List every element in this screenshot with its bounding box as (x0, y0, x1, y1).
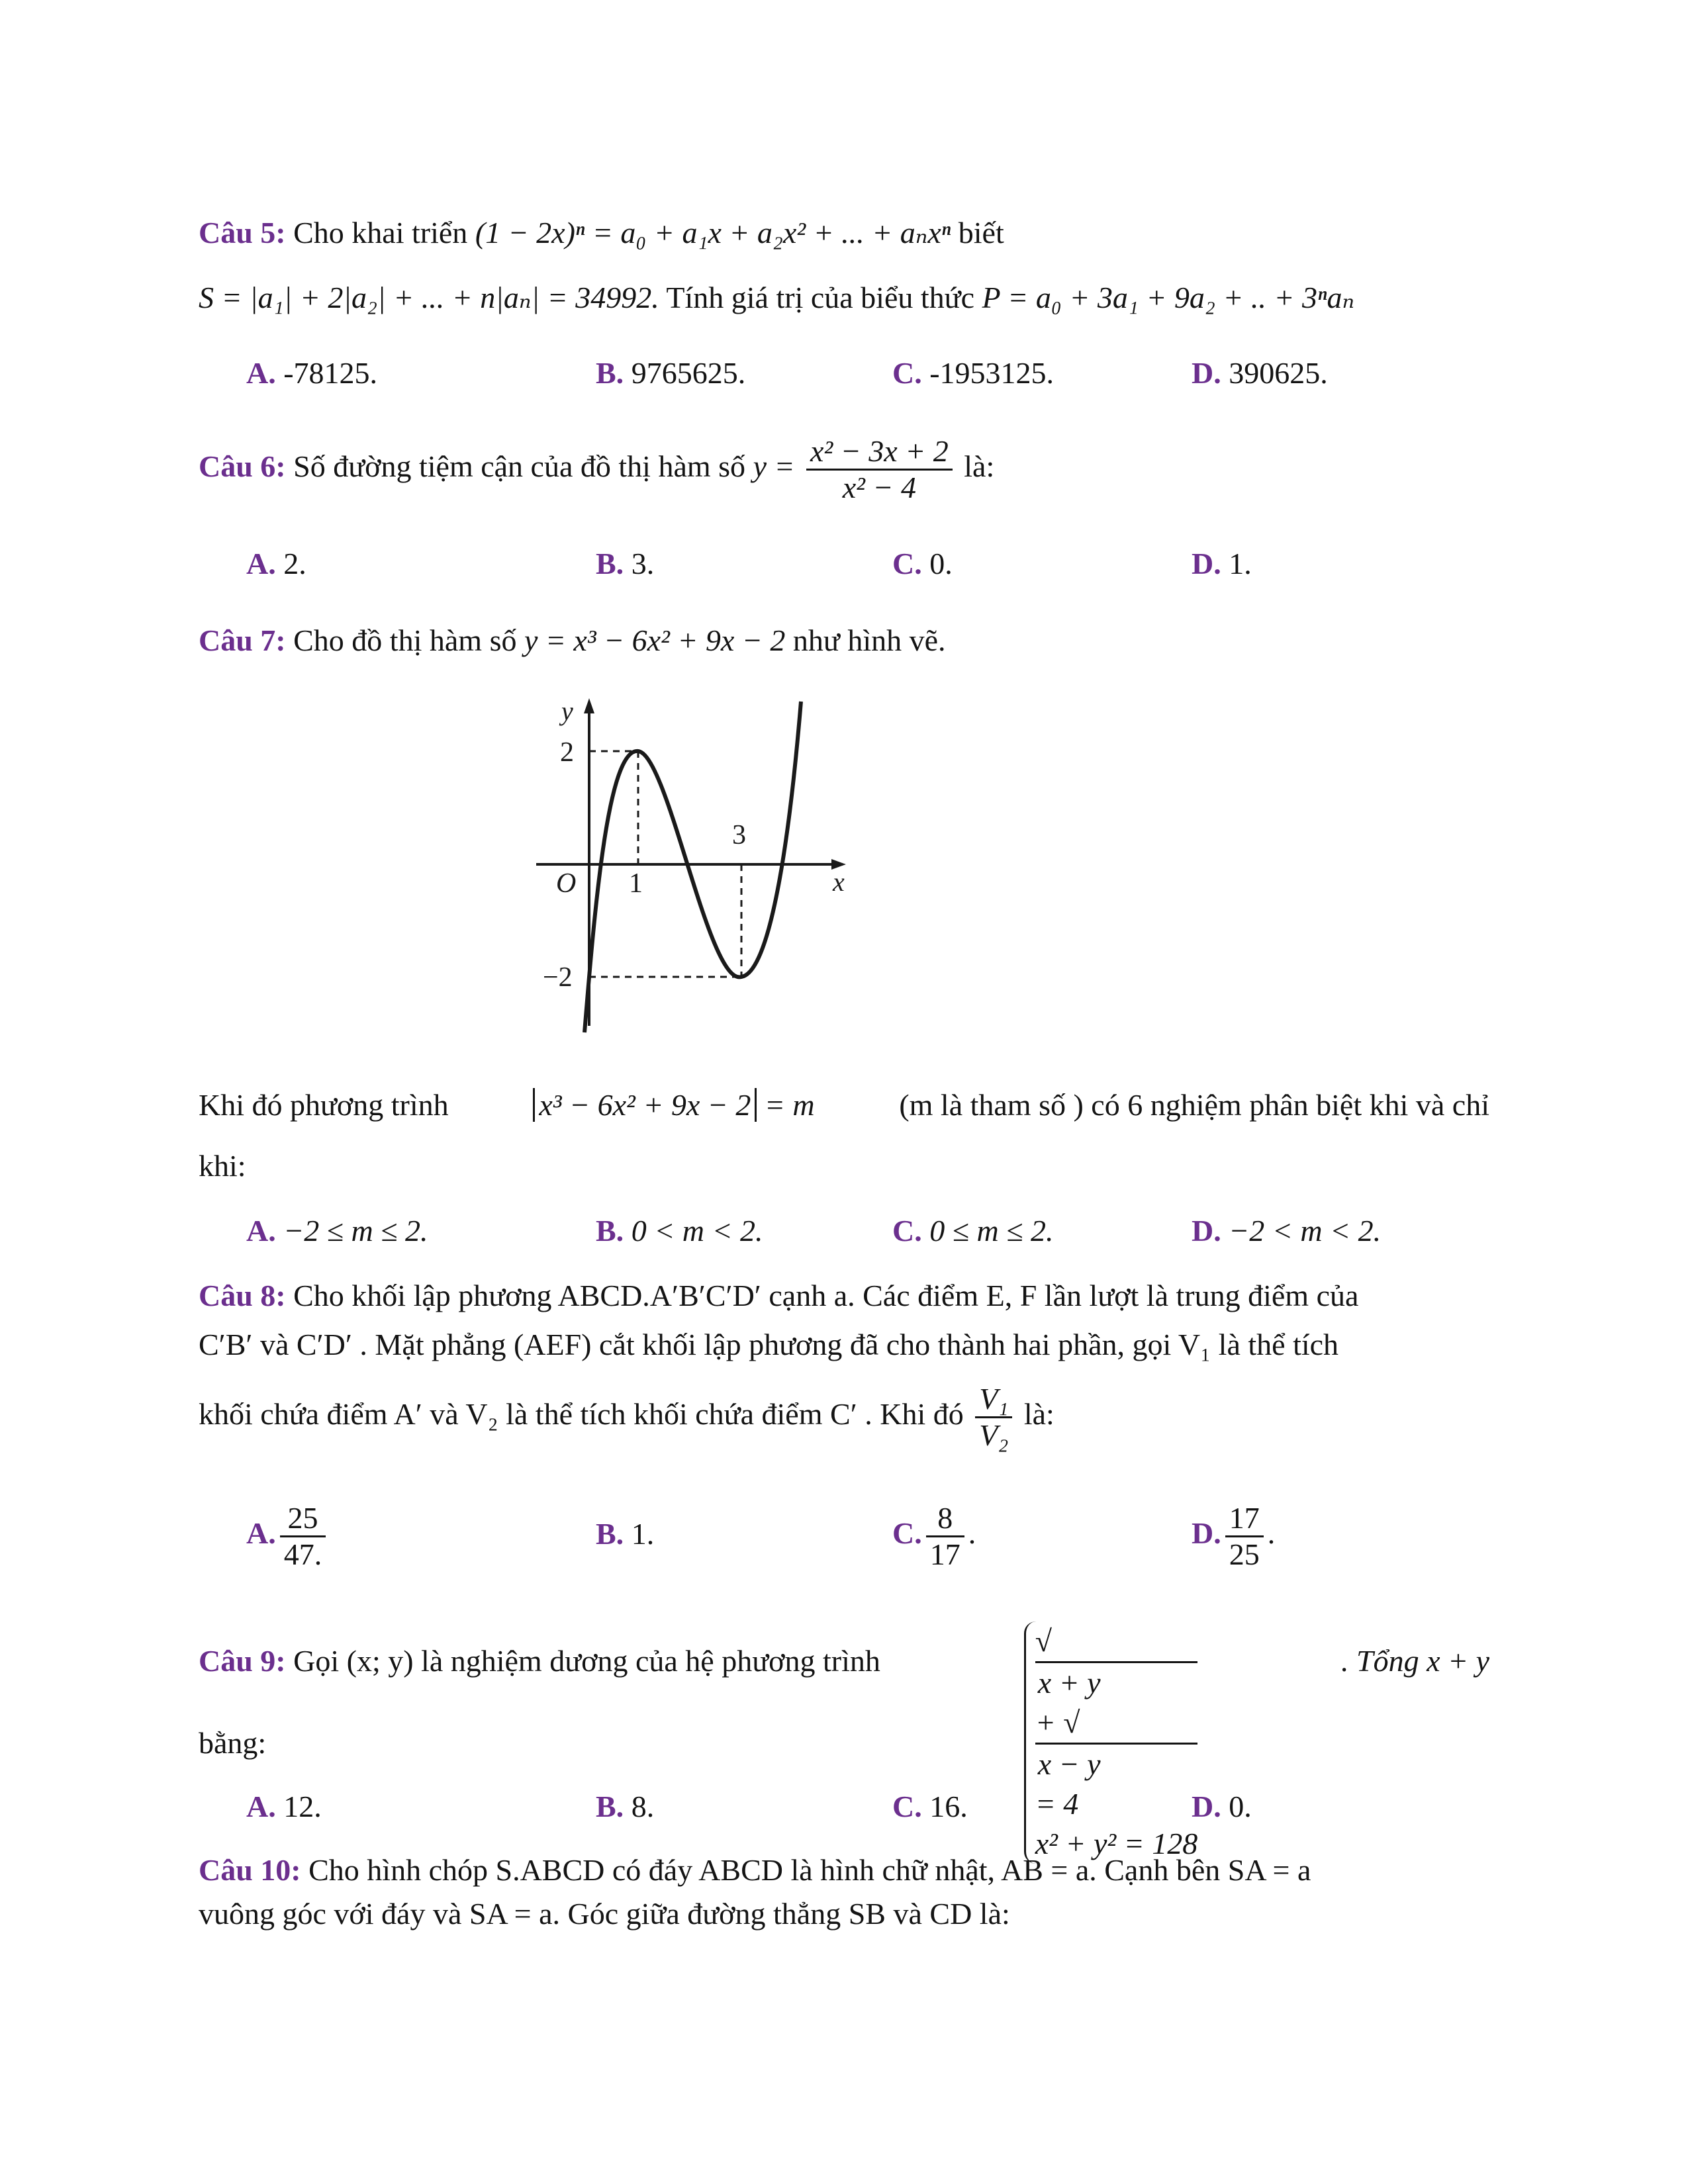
label-y-min: −2 (543, 962, 573, 993)
option-value: 12. (283, 1790, 322, 1823)
option-label: B. (596, 1517, 624, 1551)
q7-absolute-value: x³ − 6x² + 9x − 2 (533, 1088, 757, 1122)
option-value: -78125. (283, 356, 378, 390)
option-label: D. (1192, 1790, 1221, 1823)
option-fraction (926, 1501, 964, 1572)
option-label: C. (892, 1214, 922, 1248)
equation-1-tail: = 4 (1035, 1787, 1079, 1821)
q5-line2-text: Tính giá trị của biểu thức (666, 281, 975, 314)
option-value: 0. (929, 547, 953, 580)
q5-option-b[interactable] (596, 353, 745, 393)
q5-label: Câu 5: (199, 216, 286, 250)
q5-line1 (199, 213, 1489, 253)
q8-option-c[interactable] (892, 1497, 976, 1572)
option-label: A. (246, 1214, 276, 1248)
q7-line2-text2: (m là tham số ) có 6 nghiệm phân biệt khi và chỉ (899, 1088, 1489, 1122)
option-label: B. (596, 1790, 624, 1823)
option-label: C. (892, 356, 922, 390)
fraction-numerator: 25 (280, 1501, 326, 1537)
fraction-numerator: 8 (926, 1501, 964, 1537)
q7-option-c[interactable] (892, 1211, 1053, 1251)
q8-ratio-denominator: V₂ (979, 1418, 1009, 1452)
fraction-denominator: 47. (283, 1537, 322, 1571)
q10-label: Câu 10: (199, 1853, 301, 1887)
q8-option-b[interactable] (596, 1514, 654, 1554)
option-label: A. (246, 1790, 276, 1823)
option-value: -1953125. (929, 356, 1055, 390)
option-fraction (1225, 1501, 1264, 1572)
q8-line1-text: Cho khối lập phương ABCD.A′B′C′D′ cạnh a. Các điểm E, F lần lượt là trung điểm của (293, 1279, 1359, 1312)
option-value: 0 ≤ m ≤ 2. (929, 1214, 1054, 1248)
q8-volume-ratio (975, 1382, 1012, 1453)
q6-fraction (806, 434, 953, 505)
q5-line2 (199, 278, 1489, 318)
q6-y-prefix: y = (753, 449, 795, 483)
option-label: A. (246, 1516, 276, 1550)
option-value: 3. (631, 547, 655, 580)
q8-ratio-numerator: V₁ (975, 1382, 1012, 1418)
q6-numerator: x² − 3x + 2 (806, 434, 953, 471)
q7-label: Câu 7: (199, 623, 286, 657)
q9-label: Câu 9: (199, 1644, 286, 1678)
q7-line1 (199, 621, 1489, 660)
q5-tail: biết (958, 216, 1004, 250)
q7-function: y = x³ − 6x² + 9x − 2 (524, 623, 786, 657)
q8-line3-text: khối chứa điểm A′ và V₂ là thể tích khối chứa điểm C′ . Khi đó (199, 1397, 964, 1431)
label-origin: O (556, 868, 577, 899)
option-value: 16. (929, 1790, 968, 1823)
q7-line2 (199, 1085, 1489, 1125)
option-label: B. (596, 356, 624, 390)
q8-option-a[interactable] (246, 1497, 330, 1572)
fraction-numerator: 17 (1225, 1501, 1264, 1537)
q6-option-d[interactable] (1192, 544, 1252, 584)
q10-line2 (199, 1894, 1489, 1934)
q8-line2-text: C′B′ và C′D′ . Mặt phẳng (AEF) cắt khối lập phương đã cho thành hai phần, gọi V₁ là thể tích (199, 1328, 1339, 1361)
option-value: 0. (1229, 1790, 1252, 1823)
option-value: 390625. (1229, 356, 1328, 390)
q9-option-c[interactable] (892, 1787, 968, 1827)
q6-label: Câu 6: (199, 449, 286, 483)
q7-tail: như hình vẽ. (792, 623, 946, 657)
label-y-max: 2 (560, 737, 574, 768)
q8-label: Câu 8: (199, 1279, 286, 1312)
option-value: 2. (283, 547, 306, 580)
option-label: C. (892, 1516, 922, 1550)
q10-line2-text: vuông góc với đáy và SA = a. Góc giữa đường thẳng SB và CD là: (199, 1897, 1010, 1931)
q7-text: Cho đồ thị hàm số (293, 623, 517, 657)
q7-option-d[interactable] (1192, 1211, 1381, 1251)
q6-tail: là: (964, 449, 995, 483)
q5-expression-p: P = a₀ + 3a₁ + 9a₂ + .. + 3ⁿaₙ (982, 281, 1355, 314)
sqrt-term-1: x + y (1035, 1661, 1198, 1703)
q9-option-d[interactable] (1192, 1787, 1252, 1827)
q7-option-a[interactable] (246, 1211, 428, 1251)
option-label: D. (1192, 1214, 1221, 1248)
label-x3: 3 (732, 820, 746, 850)
q9-option-b[interactable] (596, 1787, 654, 1827)
option-value: −2 < m < 2. (1229, 1214, 1382, 1248)
fraction-denominator: 17 (929, 1537, 961, 1571)
q10-line1-text: Cho hình chóp S.ABCD có đáy ABCD là hình chữ nhật, AB = a. Cạnh bên SA = a (308, 1853, 1311, 1887)
q5-option-d[interactable] (1192, 353, 1328, 393)
option-value: 0 < m < 2. (631, 1214, 763, 1248)
q7-function-graph (523, 695, 867, 1039)
q9-line2 (199, 1723, 1489, 1763)
option-label: D. (1192, 547, 1221, 580)
option-value: 1. (1229, 547, 1252, 580)
option-value: 9765625. (631, 356, 746, 390)
label-x1: 1 (629, 868, 643, 899)
q7-equation (533, 1085, 814, 1125)
option-label: A. (246, 356, 276, 390)
q7-line3 (199, 1146, 1489, 1186)
option-value: 8. (631, 1790, 655, 1823)
q6-option-a[interactable] (246, 544, 306, 584)
option-tail: . (968, 1516, 976, 1550)
y-axis-arrow-icon (584, 698, 594, 713)
q5-expansion: (1 − 2x)ⁿ = a₀ + a₁x + a₂x² + ... + aₙxⁿ (475, 216, 951, 250)
option-value: −2 ≤ m ≤ 2. (283, 1214, 428, 1248)
q6-option-c[interactable] (892, 544, 953, 584)
q6-line1 (199, 430, 1489, 505)
q9-line2-text: bằng: (199, 1726, 267, 1760)
q5-option-a[interactable] (246, 353, 377, 393)
q7-equation-tail: = m (764, 1088, 815, 1122)
option-tail: . (1267, 1516, 1276, 1550)
q5-text: Cho khai triển (293, 216, 468, 250)
label-x-axis: x (833, 867, 845, 897)
q9-equation-1: √ x + y + √ x − y = 4 (1035, 1621, 1198, 1824)
q5-sum-s: S = |a₁| + 2|a₂| + ... + n|aₙ| = 34992. (199, 281, 659, 314)
option-label: A. (246, 547, 276, 580)
option-label: D. (1192, 356, 1221, 390)
option-fraction (280, 1501, 326, 1572)
q9-text: Gọi (x; y) là nghiệm dương của hệ phương trình (293, 1644, 880, 1678)
q6-text: Số đường tiệm cận của đồ thị hàm số (293, 449, 746, 483)
q9-equation-2: x² + y² = 128 (1035, 1827, 1198, 1860)
q5-option-c[interactable] (892, 353, 1054, 393)
q8-line2 (199, 1325, 1489, 1365)
option-label: C. (892, 547, 922, 580)
q8-line3-tail: là: (1023, 1397, 1055, 1431)
q9-option-a[interactable] (246, 1787, 322, 1827)
q8-line3 (199, 1378, 1489, 1453)
q8-line1 (199, 1276, 1489, 1316)
q7-line2-text1: Khi đó phương trình (199, 1088, 449, 1122)
label-y-axis: y (561, 696, 573, 726)
q9-tail: . Tổng x + y (1341, 1644, 1489, 1678)
q7-line3-text: khi: (199, 1149, 246, 1183)
sqrt-term-2: x − y (1035, 1743, 1198, 1784)
q7-option-b[interactable] (596, 1211, 763, 1251)
q6-option-b[interactable] (596, 544, 654, 584)
option-label: B. (596, 547, 624, 580)
option-value: 1. (631, 1517, 655, 1551)
q10-line1 (199, 1850, 1489, 1890)
q6-denominator: x² − 4 (842, 470, 917, 504)
option-label: B. (596, 1214, 624, 1248)
q8-option-d[interactable] (1192, 1497, 1275, 1572)
option-label: C. (892, 1790, 922, 1823)
option-label: D. (1192, 1516, 1221, 1550)
fraction-denominator: 25 (1229, 1537, 1260, 1571)
